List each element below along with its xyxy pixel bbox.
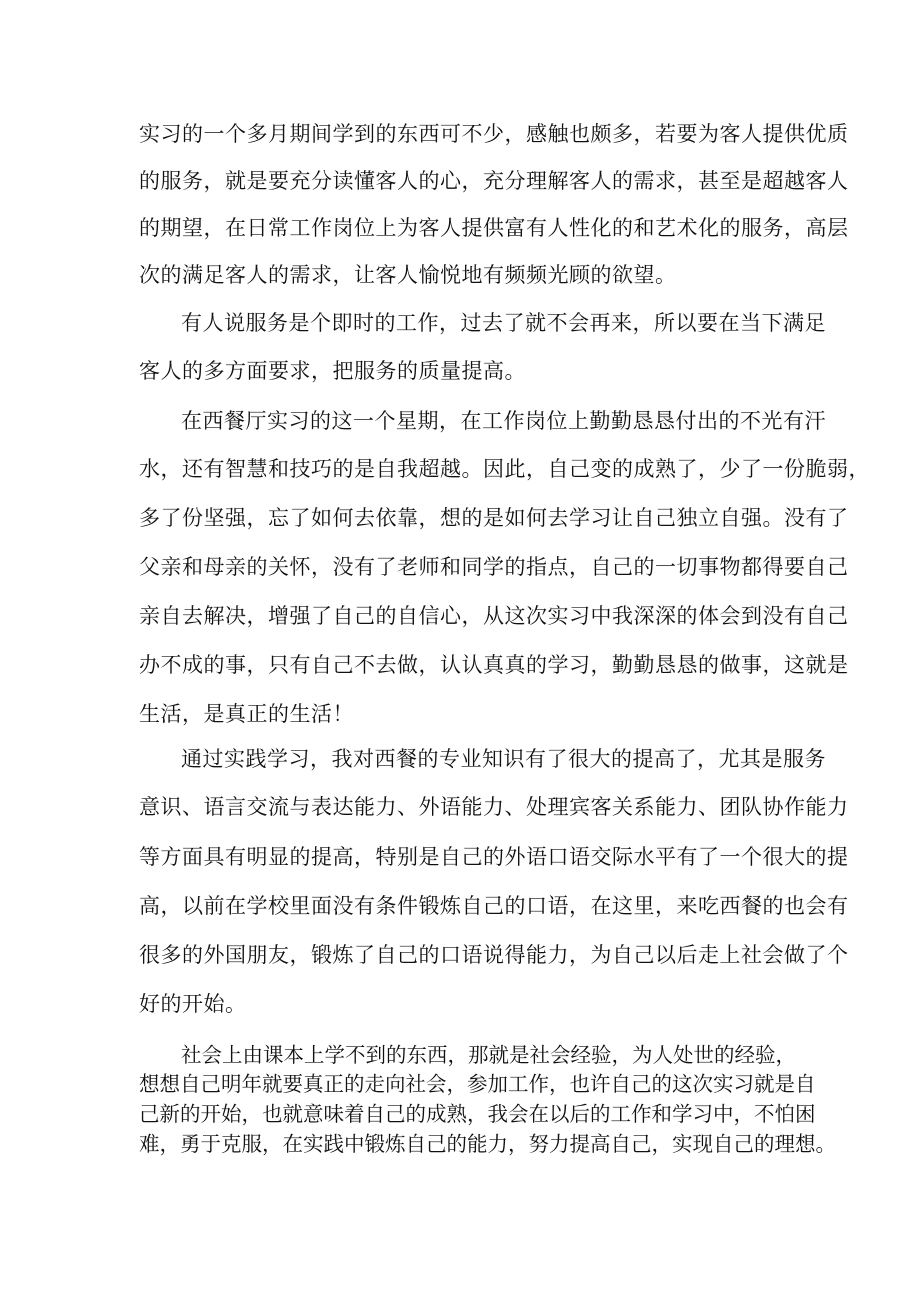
text-line: 高，以前在学校里面没有条件锻炼自己的口语，在这里，来吃西餐的也会有	[139, 894, 849, 918]
text-line: 客人的多方面要求，把服务的质量提高。	[139, 359, 526, 383]
text-line: 生活，是真正的生活！	[139, 702, 354, 726]
text-line: 有人说服务是个即时的工作，过去了就不会再来，所以要在当下满足	[181, 311, 826, 335]
text-line: 好的开始。	[139, 992, 247, 1016]
text-line: 想想自己明年就要真正的走向社会，参加工作，也许自己的这次实习就是自	[139, 1072, 816, 1096]
text-line: 的期望，在日常工作岗位上为客人提供富有人性化的和艺术化的服务，高层	[139, 216, 849, 240]
text-line: 多了份坚强，忘了如何去依靠，想的是如何去学习让自己独立自强。没有了	[139, 506, 849, 530]
text-line: 意识、语言交流与表达能力、外语能力、处理宾客关系能力、团队协作能力	[139, 795, 849, 819]
text-line: 办不成的事，只有自己不去做，认认真真的学习，勤勤恳恳的做事，这就是	[139, 653, 849, 677]
text-line: 很多的外国朋友，锻炼了自己的口语说得能力，为自己以后走上社会做了个	[139, 943, 849, 967]
text-line: 亲自去解决，增强了自己的自信心，从这次实习中我深深的体会到没有自己	[139, 604, 849, 628]
text-line: 的服务，就是要充分读懂客人的心，充分理解客人的需求，甚至是超越客人	[139, 169, 849, 193]
text-line: 通过实践学习，我对西餐的专业知识有了很大的提高了，尤其是服务	[181, 747, 826, 771]
text-line: 父亲和母亲的关怀，没有了老师和同学的指点，自己的一切事物都得要自己	[139, 555, 849, 579]
text-line: 等方面具有明显的提高，特别是自己的外语口语交际水平有了一个很大的提	[139, 845, 849, 869]
text-line: 水，还有智慧和技巧的是自我超越。因此，自己变的成熟了，少了一份脆弱，	[139, 457, 870, 481]
text-line: 己新的开始，也就意味着自己的成熟，我会在以后的工作和学习中，不怕困	[139, 1102, 816, 1126]
text-line: 实习的一个多月期间学到的东西可不少，感触也颇多，若要为客人提供优质	[139, 122, 849, 146]
text-line: 在西餐厅实习的这一个星期，在工作岗位上勤勤恳恳付出的不光有汗	[181, 409, 826, 433]
text-line: 次的满足客人的需求，让客人愉悦地有频频光顾的欲望。	[139, 263, 677, 287]
text-line: 社会上由课本上学不到的东西，那就是社会经验，为人处世的经验，	[181, 1043, 796, 1067]
text-line: 难，勇于克服，在实践中锻炼自己的能力，努力提高自己，实现自己的理想。	[139, 1132, 836, 1156]
